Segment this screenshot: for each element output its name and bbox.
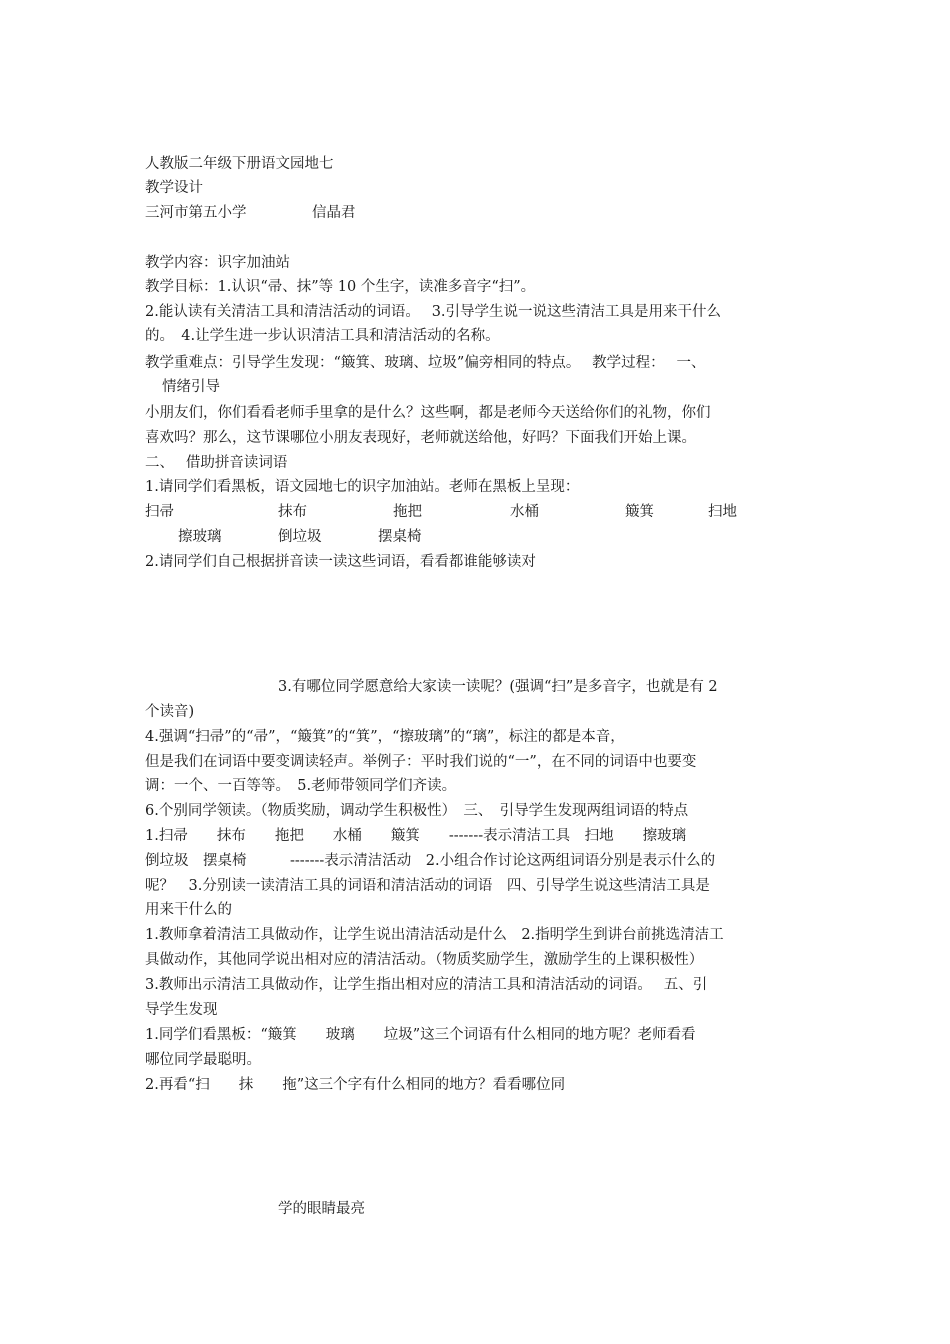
line-step3a: 3.有哪位同学愿意给大家读一读呢？(强调“扫”是多音字，也就是有 2	[278, 679, 718, 695]
line-goal2: 2.能认读有关清洁工具和清洁活动的词语。 3.引导学生说一说这些清洁工具是用来干什么	[145, 304, 722, 320]
line-step4a: 4.强调“扫帚”的“帚”，“簸箕”的“箕”，“擦玻璃”的“璃”，标注的都是本音，	[145, 729, 625, 745]
line-intro2: 喜欢吗？那么，这节课哪位小朋友表现好，老师就送给他，好吗？下面我们开始上课。	[145, 430, 696, 446]
line-act1a: 1.教师拿着清洁工具做动作，让学生说出清洁活动是什么 2.指明学生到讲台前挑选清洁工	[145, 927, 724, 943]
doc-subtitle: 教学设计	[145, 180, 203, 196]
line-group4: 用来干什么的	[145, 902, 232, 918]
line-intro1: 小朋友们，你们看看老师手里拿的是什么？这些啊，都是老师今天送给你们的礼物，你们	[145, 405, 711, 421]
line-keypoint-cont: 情绪引导	[162, 379, 220, 395]
doc-author: 信晶君	[312, 205, 356, 221]
line-act3b: 导学生发现	[145, 1002, 218, 1018]
line-group3: 呢？ 3.分别读一读清洁工具的词语和清洁活动的词语 四、引导学生说这些清洁工具是	[145, 878, 710, 894]
line-step6: 6.个别同学领读。（物质奖励，调动学生积极性） 三、 引导学生发现两组词语的特点	[145, 803, 689, 819]
line-goal1: 教学目标：1.认识“帚、抹”等 10 个生字，读准多音字“扫”。	[145, 279, 536, 295]
word-item: 水桶	[510, 504, 539, 520]
line-content: 教学内容：识字加油站	[145, 255, 290, 271]
line-find2-end: 学的眼睛最亮	[278, 1201, 365, 1217]
line-keypoint: 教学重难点：引导学生发现：“簸箕、玻璃、垃圾”偏旁相同的特点。 教学过程： 一、	[145, 355, 706, 371]
line-find1a: 1.同学们看黑板：“簸箕 玻璃 垃圾”这三个词语有什么相同的地方呢？老师看看	[145, 1027, 696, 1043]
line-goal3: 的。 4.让学生进一步认识清洁工具和清洁活动的名称。	[145, 328, 500, 344]
doc-school: 三河市第五小学	[145, 205, 247, 221]
word-item: 簸箕	[625, 504, 654, 520]
line-act1b: 具做动作，其他同学说出相对应的清洁活动。（物质奖励学生，激励学生的上课积极性）	[145, 952, 704, 968]
word-item: 扫地	[708, 504, 737, 520]
line-act3a: 3.教师出示清洁工具做动作，让学生指出相对应的清洁工具和清洁活动的词语。 五、引	[145, 977, 708, 993]
line-step1: 1.请同学们看黑板，语文园地七的识字加油站。老师在黑板上呈现：	[145, 479, 580, 495]
word-item: 倒垃圾	[278, 529, 322, 545]
word-item: 擦玻璃	[178, 529, 222, 545]
word-item: 拖把	[393, 504, 422, 520]
line-find2: 2.再看“扫 抹 拖”这三个字有什么相同的地方？看看哪位同	[145, 1077, 566, 1093]
line-find1b: 哪位同学最聪明。	[145, 1052, 261, 1068]
line-section2: 二、 借助拼音读词语	[145, 455, 288, 471]
doc-title: 人教版二年级下册语文园地七	[145, 156, 334, 172]
word-item: 扫帚	[145, 504, 174, 520]
line-group1: 1.扫帚 抹布 拖把 水桶 簸箕 -------表示清洁工具 扫地 擦玻璃	[145, 828, 687, 844]
word-item: 摆桌椅	[378, 529, 422, 545]
line-group2: 倒垃圾 摆桌椅 -------表示清洁活动 2.小组合作讨论这两组词语分别是表示什么的	[145, 853, 716, 869]
line-step2: 2.请同学们自己根据拼音读一读这些词语，看看都谁能够读对	[145, 554, 536, 570]
line-step3b: 个读音)	[145, 704, 195, 720]
line-step4b: 但是我们在词语中要变调读轻声。举例子：平时我们说的“一”，在不同的词语中也要变	[145, 754, 697, 770]
line-step4c: 调：一个、一百等等。 5.老师带领同学们齐读。	[145, 778, 457, 794]
word-item: 抹布	[278, 504, 307, 520]
